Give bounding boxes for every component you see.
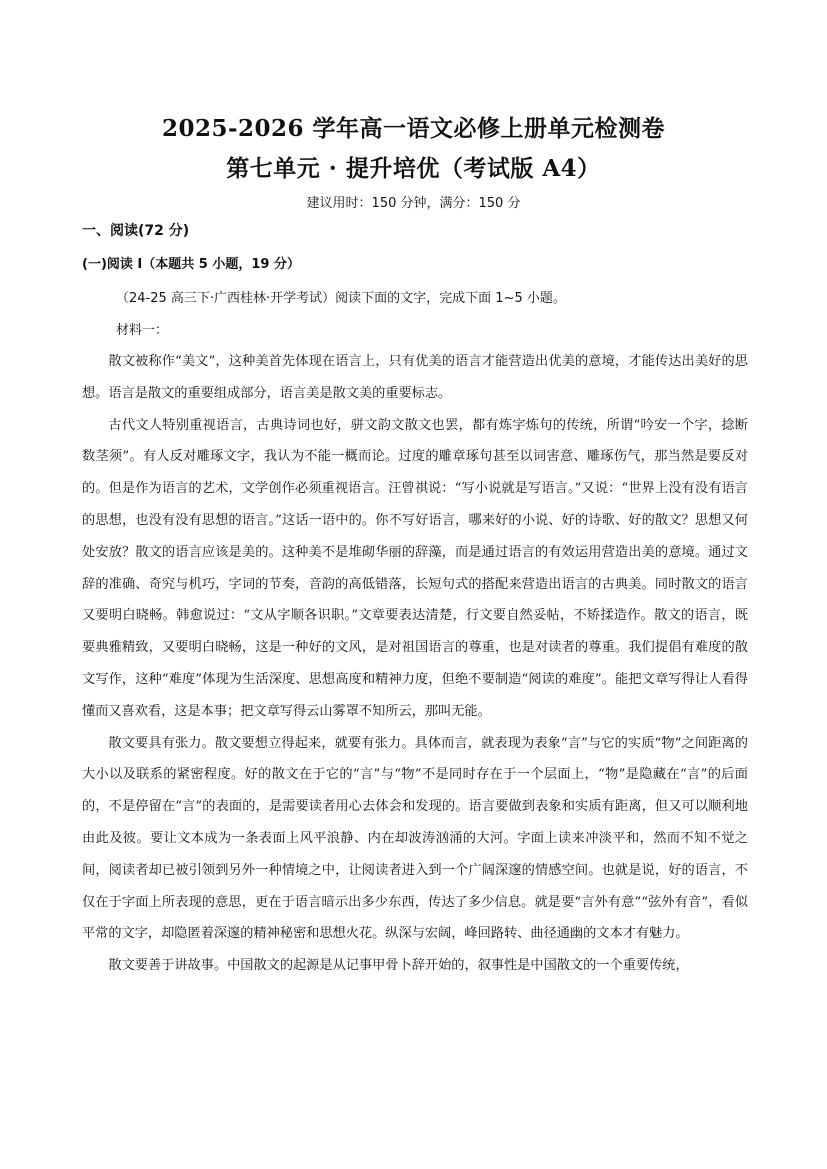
passage-paragraph: 散文要善于讲故事。中国散文的起源是从记事甲骨卜辞开始的，叙事性是中国散文的一个重要传统， [108, 958, 689, 974]
passage-paragraph: 散文要具有张力。散文要想立得起来，就要有张力。具体而言，就表现为表象“言”与它的实质“物”之间距离的大小以及联系的紧密程度。好的散文在于它的“言”与“物”不是同时存在于一个层面上，“物”是隐藏在“言”的后面的，不是停留在“言”的表面的，是需要读者用心去体会和发现的。语言要做到表象和实质有距离，但又可以顺利地由此及彼。要让文本成为一条表面上风平浪静、内在却波涛汹涌的大河。字面上读来冲淡平和，然而不知不觉之间，阅读者却已被引领到另外一种情境之中，让阅读者进入到一个广阔深邃的情感空间。也就是说，好的语言，不仅在于字面上所表现的意思，更在于语言暗示出多少东西，传达了多少信息。就是要“言外有意”“弦外有音”，看似平常的文字，却隐匿着深邃的精神秘密和思想火花。纵深与宏阔，峰回路转、曲径通幽的文本才有魅力。 [82, 735, 748, 942]
passage-paragraph: 散文被称作“美文”，这种美首先体现在语言上，只有优美的语言才能营造出优美的意境，才能传达出美好的思想。语言是散文的重要组成部分，语言美是散文美的重要标志。 [82, 354, 748, 401]
section-heading: 一、阅读(72 分) [82, 223, 190, 239]
document-title: 2025-2026 学年高一语文必修上册单元检测卷 [161, 115, 666, 142]
document-subtitle: 第七单元 · 提升培优（考试版 A4） [226, 155, 601, 182]
passage-paragraph: 古代文人特别重视语言，古典诗词也好，骈文韵文散文也罢，都有炼字炼句的传统，所谓“吟安一个字，捻断数茎须”。有人反对雕琢文字，我认为不能一概而论。过度的雕章琢句甚至以词害意、雕琢伤气，那当然是要反对的。但是作为语言的艺术，文学创作必须重视语言。汪曾祺说：“写小说就是写语言。”又说：“世界上没有没有语言的思想，也没有没有思想的语言。”这话一语中的。你不写好语言，哪来好的小说、好的诗歌、好的散文？思想又何处安放？散文的语言应该是美的。这种美不是堆砌华丽的辞藻，而是通过语言的有效运用营造出美的意境。通过文辞的准确、奇究与机巧，字词的节奏，音韵的高低错落，长短句式的搭配来营造出语言的古典美。同时散文的语言又要明白晓畅。韩愈说过：“文从字顺各识职。”文章要表达清楚，行文要自然妥帖，不矫揉造作。散文的语言，既要典雅精致，又要明白晓畅，这是一种好的文风，是对祖国语言的尊重，也是对读者的尊重。我们提倡有难度的散文写作，这种“难度”体现为生活深度、思想高度和精神力度，但绝不要制造“阅读的难度”。能把文章写得让人看得懂而又喜欢看，这是本事；把文章写得云山雾罩不知所云，那叫无能。 [82, 417, 748, 719]
material-label: 材料一： [116, 323, 169, 338]
time-score-advice: 建议用时：150 分钟，满分：150 分 [306, 196, 521, 211]
subsection-heading: (一)阅读 I（本题共 5 小题，19 分） [82, 257, 300, 272]
reading-instruction: （24-25 高三下·广西桂林·开学考试）阅读下面的文字，完成下面 1~5 小题。 [116, 291, 566, 306]
passage-body [82, 346, 748, 982]
